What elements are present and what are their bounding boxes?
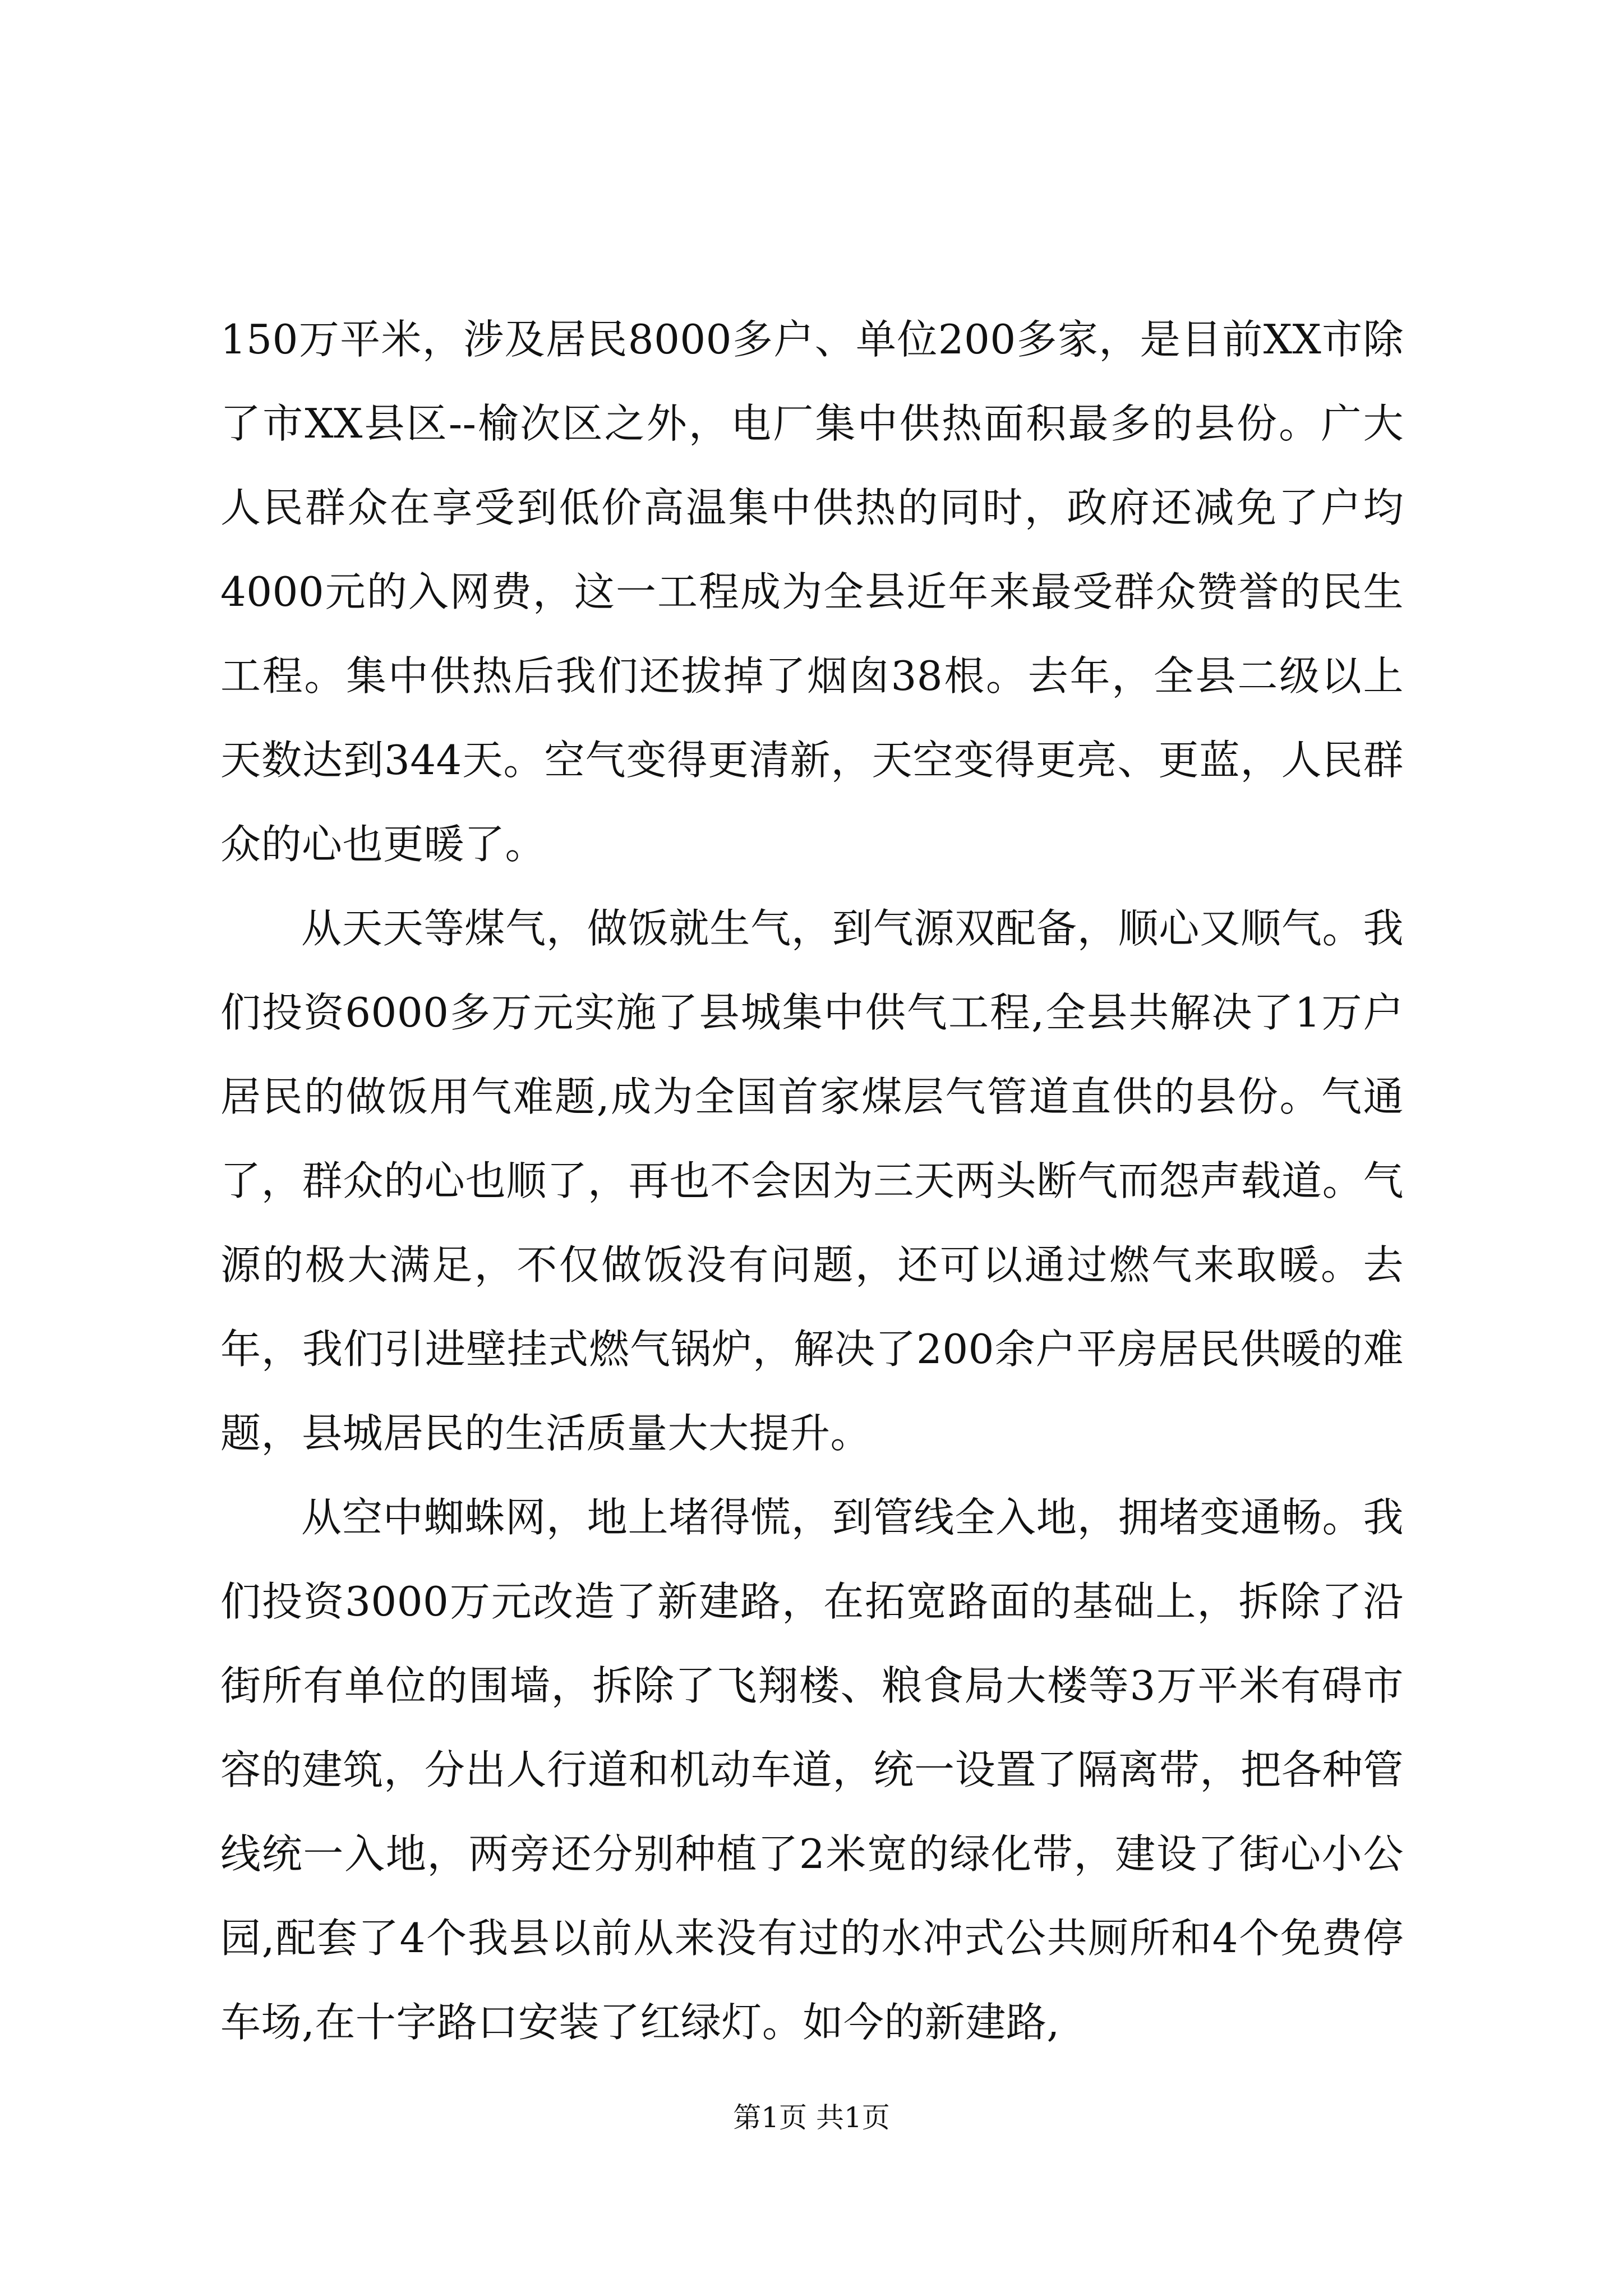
page-footer: 第1页 共1页 — [733, 2101, 890, 2134]
paragraph-gas-supply: 从天天等煤气，做饭就生气，到气源双配备，顺心又顺气。我们投资6000多万元实施了县城集中供气工程,全县共解决了1万户居民的做饭用气难题,成为全国首家煤层气管道直供的县份。气通了，群众的心也顺了，再也不会因为三天两头断气而怨声载道。气源的极大满足，不仅做饭没有问题，还可以通过燃气来取暖。去年，我们引进壁挂式燃气锅炉，解决了200余户平房居民供暖的难题，县城居民的生活质量大大提升。 — [220, 905, 1404, 1457]
paragraph-continuation: 150万平米，涉及居民8000多户、单位200多家，是目前XX市除了市XX县区--榆次区之外，电厂集中供热面积最多的县份。广大人民群众在享受到低价高温集中供热的同时，政府还减免了户均4000元的入网费，这一工程成为全县近年来最受群众赞誉的民生工程。集中供热后我们还拔掉了烟囱38根。去年，全县二级以上天数达到344天。空气变得更清新，天空变得更亮、更蓝，人民群众的心也更暖了。 — [220, 316, 1404, 868]
paragraph-road-renovation: 从空中蜘蛛网，地上堵得慌，到管线全入地，拥堵变通畅。我们投资3000万元改造了新建路，在拓宽路面的基础上，拆除了沿街所有单位的围墙，拆除了飞翔楼、粮食局大楼等3万平米有碍市容的建筑，分出人行道和机动车道，统一设置了隔离带，把各种管线统一入地，两旁还分别种植了2米宽的绿化带，建设了街心小公园,配套了4个我县以前从来没有过的水冲式公共厕所和4个免费停车场,在十字路口安装了红绿灯。如今的新建路, — [220, 1494, 1404, 2046]
document-body — [220, 297, 1404, 2064]
